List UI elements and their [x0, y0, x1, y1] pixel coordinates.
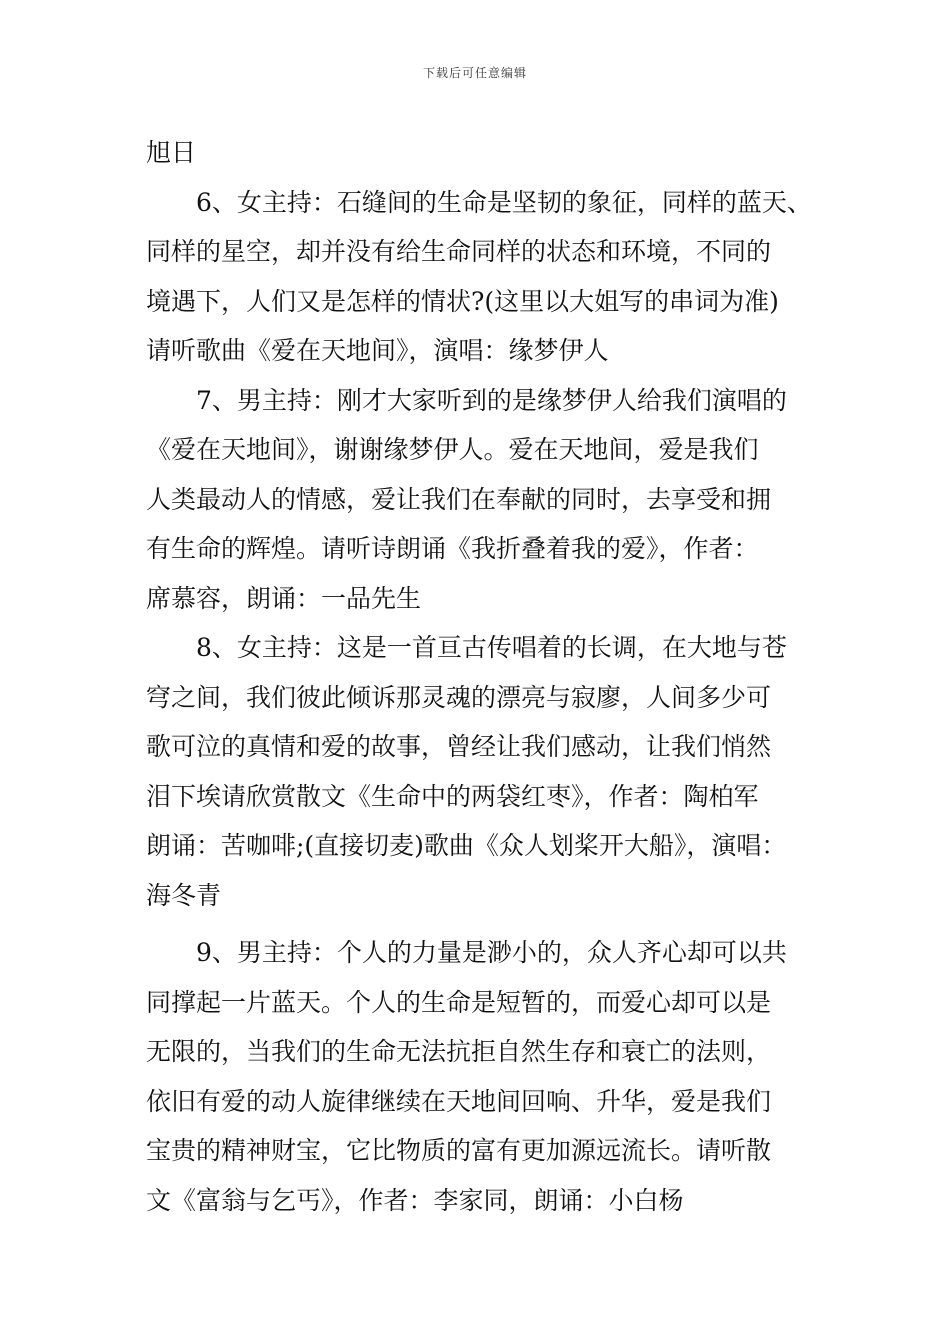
text-line: 海冬青	[146, 880, 222, 910]
paragraph-gap	[146, 920, 836, 928]
paragraph-6-start: 6、女主持：石缝间的生命是坚韧的象征，同样的蓝天、	[196, 187, 812, 217]
paragraph-8-start: 8、女主持：这是一首亘古传唱着的长调，在大地与苍	[196, 633, 787, 662]
document-body	[146, 128, 836, 1225]
page-header: 下载后可任意编辑	[422, 66, 527, 80]
text-line: 人类最动人的情感，爱让我们在奉献的同时，去享受和拥	[146, 484, 772, 514]
text-line: 泪下埃请欣赏散文《生命中的两袋红枣》，作者：陶柏军	[146, 781, 759, 811]
paragraph-9-start: 9、男主持：个人的力量是渺小的，众人齐心却可以共	[196, 938, 787, 967]
text-line: 宝贵的精神财宝，它比物质的富有更加源远流长。请听散	[146, 1136, 772, 1165]
text-line: 境遇下，人们又是怎样的情状?(这里以大姐写的串词为准)	[146, 286, 779, 316]
text-line: 朗诵：苦咖啡;(直接切麦)歌曲《众人划桨开大船》，演唱：	[146, 831, 787, 860]
text-line: 《爱在天地间》，谢谢缘梦伊人。爱在天地间，爱是我们	[146, 435, 759, 464]
text-line: 席慕容，朗诵：一品先生	[146, 583, 422, 613]
text-line: 请听歌曲《爱在天地间》，演唱：缘梦伊人	[146, 336, 609, 365]
text-line: 同样的星空，却并没有给生命同样的状态和环境，不同的	[146, 237, 772, 266]
text-line: 同撑起一片蓝天。个人的生命是短暂的，而爱心却可以是	[146, 987, 772, 1017]
text-line: 文《富翁与乞丐》，作者：李家同，朗诵：小白杨	[146, 1185, 684, 1215]
text-line: 歌可泣的真情和爱的故事，曾经让我们感动，让我们悄然	[146, 732, 772, 761]
text-line: 穹之间，我们彼此倾诉那灵魂的漂亮与寂廖，人间多少可	[146, 682, 772, 712]
text-line: 旭日	[146, 138, 197, 167]
text-line: 依旧有爱的动人旋律继续在天地间回响、升华，爱是我们	[146, 1086, 772, 1116]
text-line: 无限的，当我们的生命无法抗拒自然生存和衰亡的法则，	[146, 1037, 772, 1066]
paragraph-7-start: 7、男主持：刚才大家听到的是缘梦伊人给我们演唱的	[196, 385, 787, 415]
text-line: 有生命的辉煌。请听诗朗诵《我折叠着我的爱》，作者：	[146, 534, 759, 563]
